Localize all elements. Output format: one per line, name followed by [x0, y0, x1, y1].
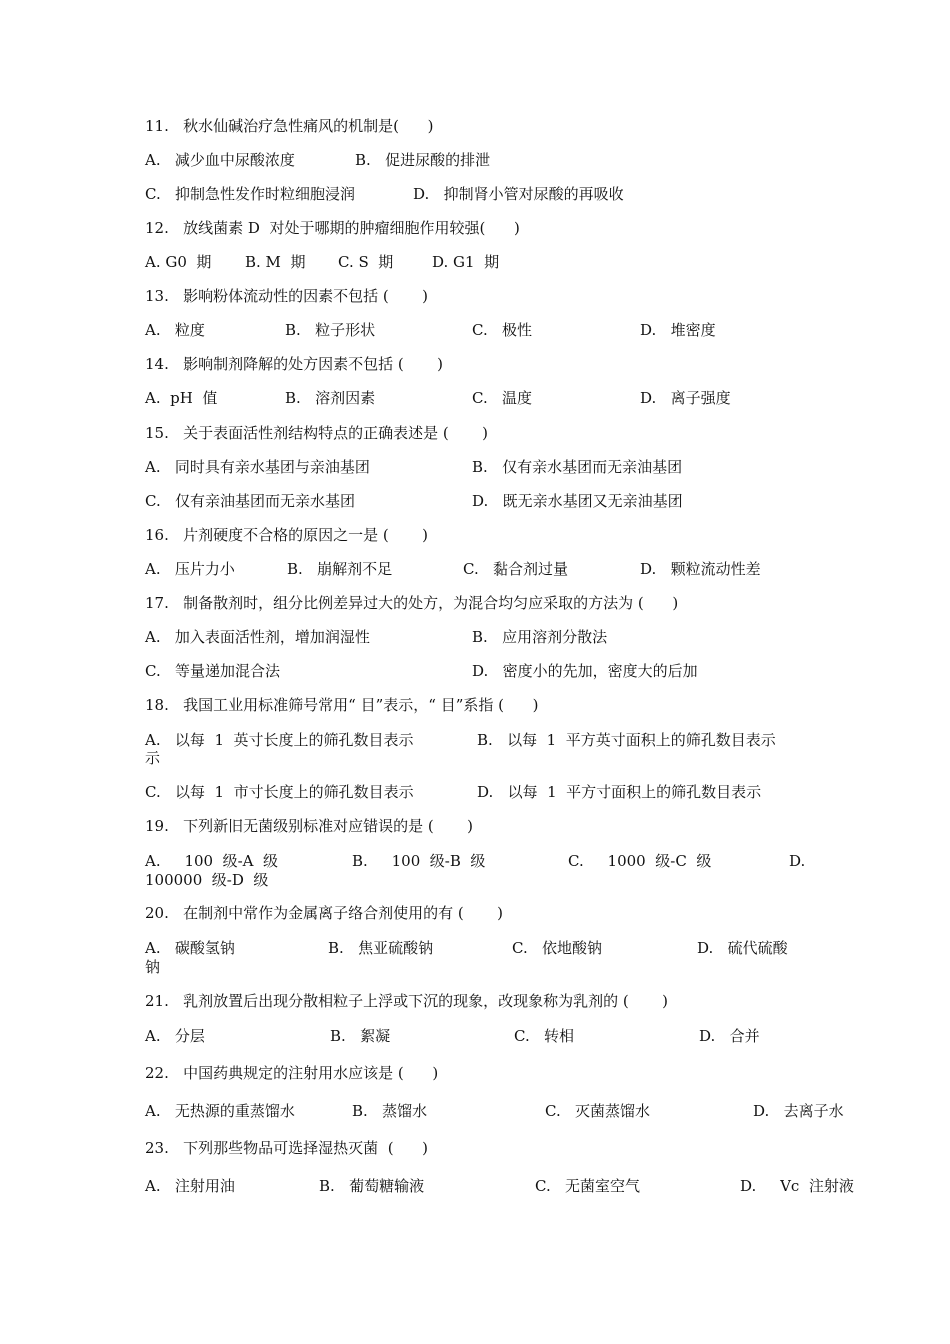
question-22-stem: 22. 中国药典规定的注射用水应该是 ( ) — [145, 1064, 439, 1082]
question-18-option-c: C. 以每 1 市寸长度上的筛孔数目表示 — [145, 783, 414, 801]
question-15-option-a: A. 同时具有亲水基团与亲油基团 — [145, 458, 370, 476]
question-21-option-b: B. 絮凝 — [330, 1027, 391, 1045]
question-21-option-d: D. 合并 — [699, 1027, 760, 1045]
question-22-option-a: A. 无热源的重蒸馏水 — [145, 1102, 295, 1120]
question-20-option-d: D. 硫代硫酸 — [697, 939, 788, 957]
question-18-option-a: A. 以每 1 英寸长度上的筛孔数目表示 — [145, 731, 414, 749]
question-11-option-d: D. 抑制肾小管对尿酸的再吸收 — [413, 185, 624, 203]
question-19-stem: 19. 下列新旧无菌级别标准对应错误的是 ( ) — [145, 817, 474, 835]
question-21-stem: 21. 乳剂放置后出现分散相粒子上浮或下沉的现象，改现象称为乳剂的 ( ) — [145, 992, 669, 1010]
question-22-option-c: C. 灭菌蒸馏水 — [545, 1102, 651, 1120]
question-13-stem: 13. 影响粉体流动性的因素不包括 ( ) — [145, 287, 429, 305]
question-13-option-a: A. 粒度 — [145, 321, 205, 339]
question-22-option-b: B. 蒸馏水 — [352, 1102, 428, 1120]
question-14-stem: 14. 影响制剂降解的处方因素不包括 ( ) — [145, 355, 444, 373]
question-23-option-d: D. Vc 注射液 — [740, 1177, 854, 1195]
question-12-option-d: D. G1 期 — [432, 253, 500, 271]
question-22-option-d: D. 去离子水 — [753, 1102, 844, 1120]
question-13-option-b: B. 粒子形状 — [285, 321, 376, 339]
question-23-option-a: A. 注射用油 — [145, 1177, 235, 1195]
question-11-option-c: C. 抑制急性发作时粒细胞浸润 — [145, 185, 356, 203]
question-14-option-b: B. 溶剂因素 — [285, 389, 376, 407]
question-23-stem: 23. 下列那些物品可选择湿热灭菌 ( ) — [145, 1139, 429, 1157]
question-16-option-a: A. 压片力小 — [145, 560, 235, 578]
question-18-option-b-wrap: 示 — [145, 749, 161, 767]
question-20-stem: 20. 在制剂中常作为金属离子络合剂使用的有 ( ) — [145, 904, 504, 922]
question-16-option-b: B. 崩解剂不足 — [287, 560, 393, 578]
question-19-option-c: C. 1000 级-C 级 — [568, 852, 712, 870]
question-16-stem: 16. 片剂硬度不合格的原因之一是 ( ) — [145, 526, 429, 544]
question-12-stem: 12. 放线菌素 D 对处于哪期的肿瘤细胞作用较强( ) — [145, 219, 520, 237]
question-19-option-b: B. 100 级-B 级 — [352, 852, 486, 870]
question-17-option-a: A. 加入表面活性剂，增加润湿性 — [145, 628, 370, 646]
question-12-option-a: A. G0 期 — [145, 253, 212, 271]
question-23-option-c: C. 无菌室空气 — [535, 1177, 641, 1195]
question-14-option-a: A. pH 值 — [145, 389, 218, 407]
question-19-option-a: A. 100 级-A 级 — [145, 852, 279, 870]
question-18-option-d: D. 以每 1 平方寸面积上的筛孔数目表示 — [477, 783, 762, 801]
question-23-option-b: B. 葡萄糖输液 — [319, 1177, 425, 1195]
question-21-option-c: C. 转相 — [514, 1027, 575, 1045]
question-12-option-b: B. M 期 — [245, 253, 306, 271]
question-16-option-c: C. 黏合剂过量 — [463, 560, 569, 578]
question-20-option-c: C. 依地酸钠 — [512, 939, 603, 957]
question-15-option-d: D. 既无亲水基团又无亲油基团 — [472, 492, 683, 510]
question-16-option-d: D. 颗粒流动性差 — [640, 560, 761, 578]
question-17-option-c: C. 等量递加混合法 — [145, 662, 281, 680]
question-14-option-c: C. 温度 — [472, 389, 533, 407]
question-11-option-a: A. 减少血中尿酸浓度 — [145, 151, 295, 169]
question-17-stem: 17. 制备散剂时，组分比例差异过大的处方，为混合均匀应采取的方法为 ( ) — [145, 594, 679, 612]
question-14-option-d: D. 离子强度 — [640, 389, 731, 407]
question-17-option-d: D. 密度小的先加，密度大的后加 — [472, 662, 698, 680]
question-18-option-b: B. 以每 1 平方英寸面积上的筛孔数目表示 — [477, 731, 776, 749]
question-20-option-a: A. 碳酸氢钠 — [145, 939, 235, 957]
question-11-option-b: B. 促进尿酸的排泄 — [355, 151, 491, 169]
question-19-option-d-wrap: 100000 级-D 级 — [145, 871, 269, 889]
question-17-option-b: B. 应用溶剂分散法 — [472, 628, 608, 646]
question-20-option-d-wrap: 钠 — [145, 958, 161, 976]
question-20-option-b: B. 焦亚硫酸钠 — [328, 939, 434, 957]
question-15-option-c: C. 仅有亲油基团而无亲水基团 — [145, 492, 356, 510]
question-15-option-b: B. 仅有亲水基团而无亲油基团 — [472, 458, 683, 476]
question-13-option-c: C. 极性 — [472, 321, 533, 339]
question-11-stem: 11. 秋水仙碱治疗急性痛风的机制是( ) — [145, 117, 434, 135]
question-12-option-c: C. S 期 — [338, 253, 394, 271]
question-15-stem: 15. 关于表面活性剂结构特点的正确表述是 ( ) — [145, 424, 489, 442]
question-19-option-d: D. — [789, 852, 806, 870]
question-18-stem: 18. 我国工业用标准筛号常用“ 目”表示，“ 目”系指 ( ) — [145, 696, 539, 714]
question-21-option-a: A. 分层 — [145, 1027, 205, 1045]
question-13-option-d: D. 堆密度 — [640, 321, 716, 339]
